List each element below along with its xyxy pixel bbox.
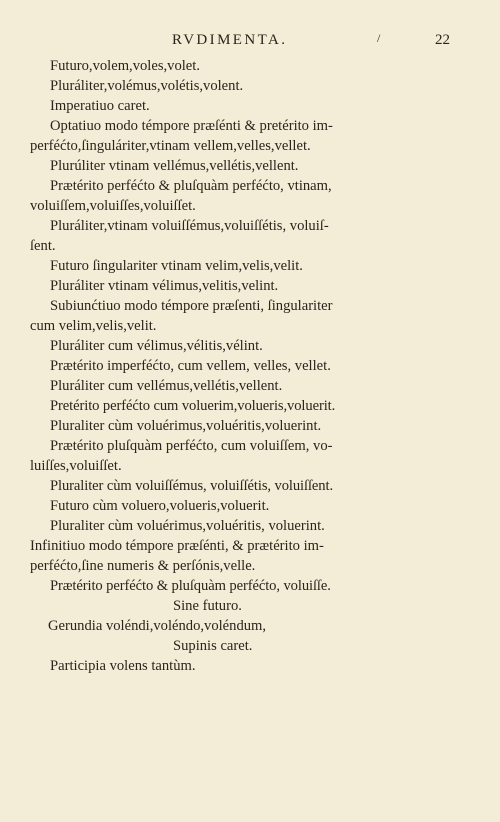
text-line: voluiſſem,voluiſſes,voluiſſet. bbox=[30, 198, 196, 214]
page-number: 22 bbox=[435, 32, 450, 48]
text-line: Sine futuro. bbox=[173, 598, 242, 614]
text-line: perféćto,ſinguláriter,vtinam vellem,velles,vellet. bbox=[30, 138, 311, 154]
text-line: ſent. bbox=[30, 238, 56, 254]
text-line: Futuro cùm voluero,volueris,voluerit. bbox=[50, 498, 270, 514]
text-line: perféćto,ſine numeris & perſónis,velle. bbox=[30, 558, 256, 574]
text-line: Plurúliter vtinam vellémus,vellétis,vellent. bbox=[50, 158, 299, 174]
text-line: Pluráliter,vtinam voluiſſémus,voluiſſétis, voluiſ- bbox=[50, 218, 329, 234]
running-title: RVDIMENTA. bbox=[172, 32, 288, 48]
text-line: Supinis caret. bbox=[173, 638, 253, 654]
text-line: Participia volens tantùm. bbox=[50, 658, 196, 674]
text-line: Pluraliter cùm voluérimus,voluéritis,voluerint. bbox=[50, 418, 322, 434]
text-line: Futuro ſingulariter vtinam velim,velis,velit. bbox=[50, 258, 303, 274]
text-line: Infinitiuo modo témpore præſénti, & prætérito im- bbox=[30, 538, 324, 554]
text-line: Gerundia voléndi,voléndo,voléndum, bbox=[48, 618, 267, 634]
text-line: Pluráliter vtinam vélimus,velitis,velint. bbox=[50, 278, 279, 294]
text-line: Pluráliter cum vellémus,vellétis,vellent. bbox=[50, 378, 283, 394]
body-text bbox=[30, 56, 475, 676]
text-line: Pluraliter cùm voluiſſémus, voluiſſétis, voluiſſent. bbox=[50, 478, 333, 494]
text-line: Subiunćtiuo modo témpore præſenti, ſingulariter bbox=[50, 298, 333, 314]
text-line: Pluráliter,volémus,volétis,volent. bbox=[50, 78, 244, 94]
running-header bbox=[172, 32, 472, 54]
text-line: Prætérito perféćto & pluſquàm perféćto, voluiſſe. bbox=[50, 578, 331, 594]
text-line: Optatiuo modo témpore præſénti & pretérito im- bbox=[50, 118, 333, 134]
text-line: Futuro,volem,voles,volet. bbox=[50, 58, 200, 74]
text-line: Imperatiuo caret. bbox=[50, 98, 150, 114]
text-line: Prætérito perféćto & pluſquàm perféćto, vtinam, bbox=[50, 178, 332, 194]
text-line: luiſſes,voluiſſet. bbox=[30, 458, 122, 474]
text-line: Prætérito imperféćto, cum vellem, velles, vellet. bbox=[50, 358, 331, 374]
text-line: Pluraliter cùm voluérimus,voluéritis, voluerint. bbox=[50, 518, 325, 534]
text-line: Prætérito pluſquàm perféćto, cum voluiſſem, vo- bbox=[50, 438, 333, 454]
text-line: Pluráliter cum vélimus,vélitis,vélint. bbox=[50, 338, 263, 354]
header-mark: / bbox=[377, 31, 383, 45]
text-line: cum velim,velis,velit. bbox=[30, 318, 157, 334]
text-line: Pretérito perféćto cum voluerim,volueris,voluerit. bbox=[50, 398, 336, 414]
